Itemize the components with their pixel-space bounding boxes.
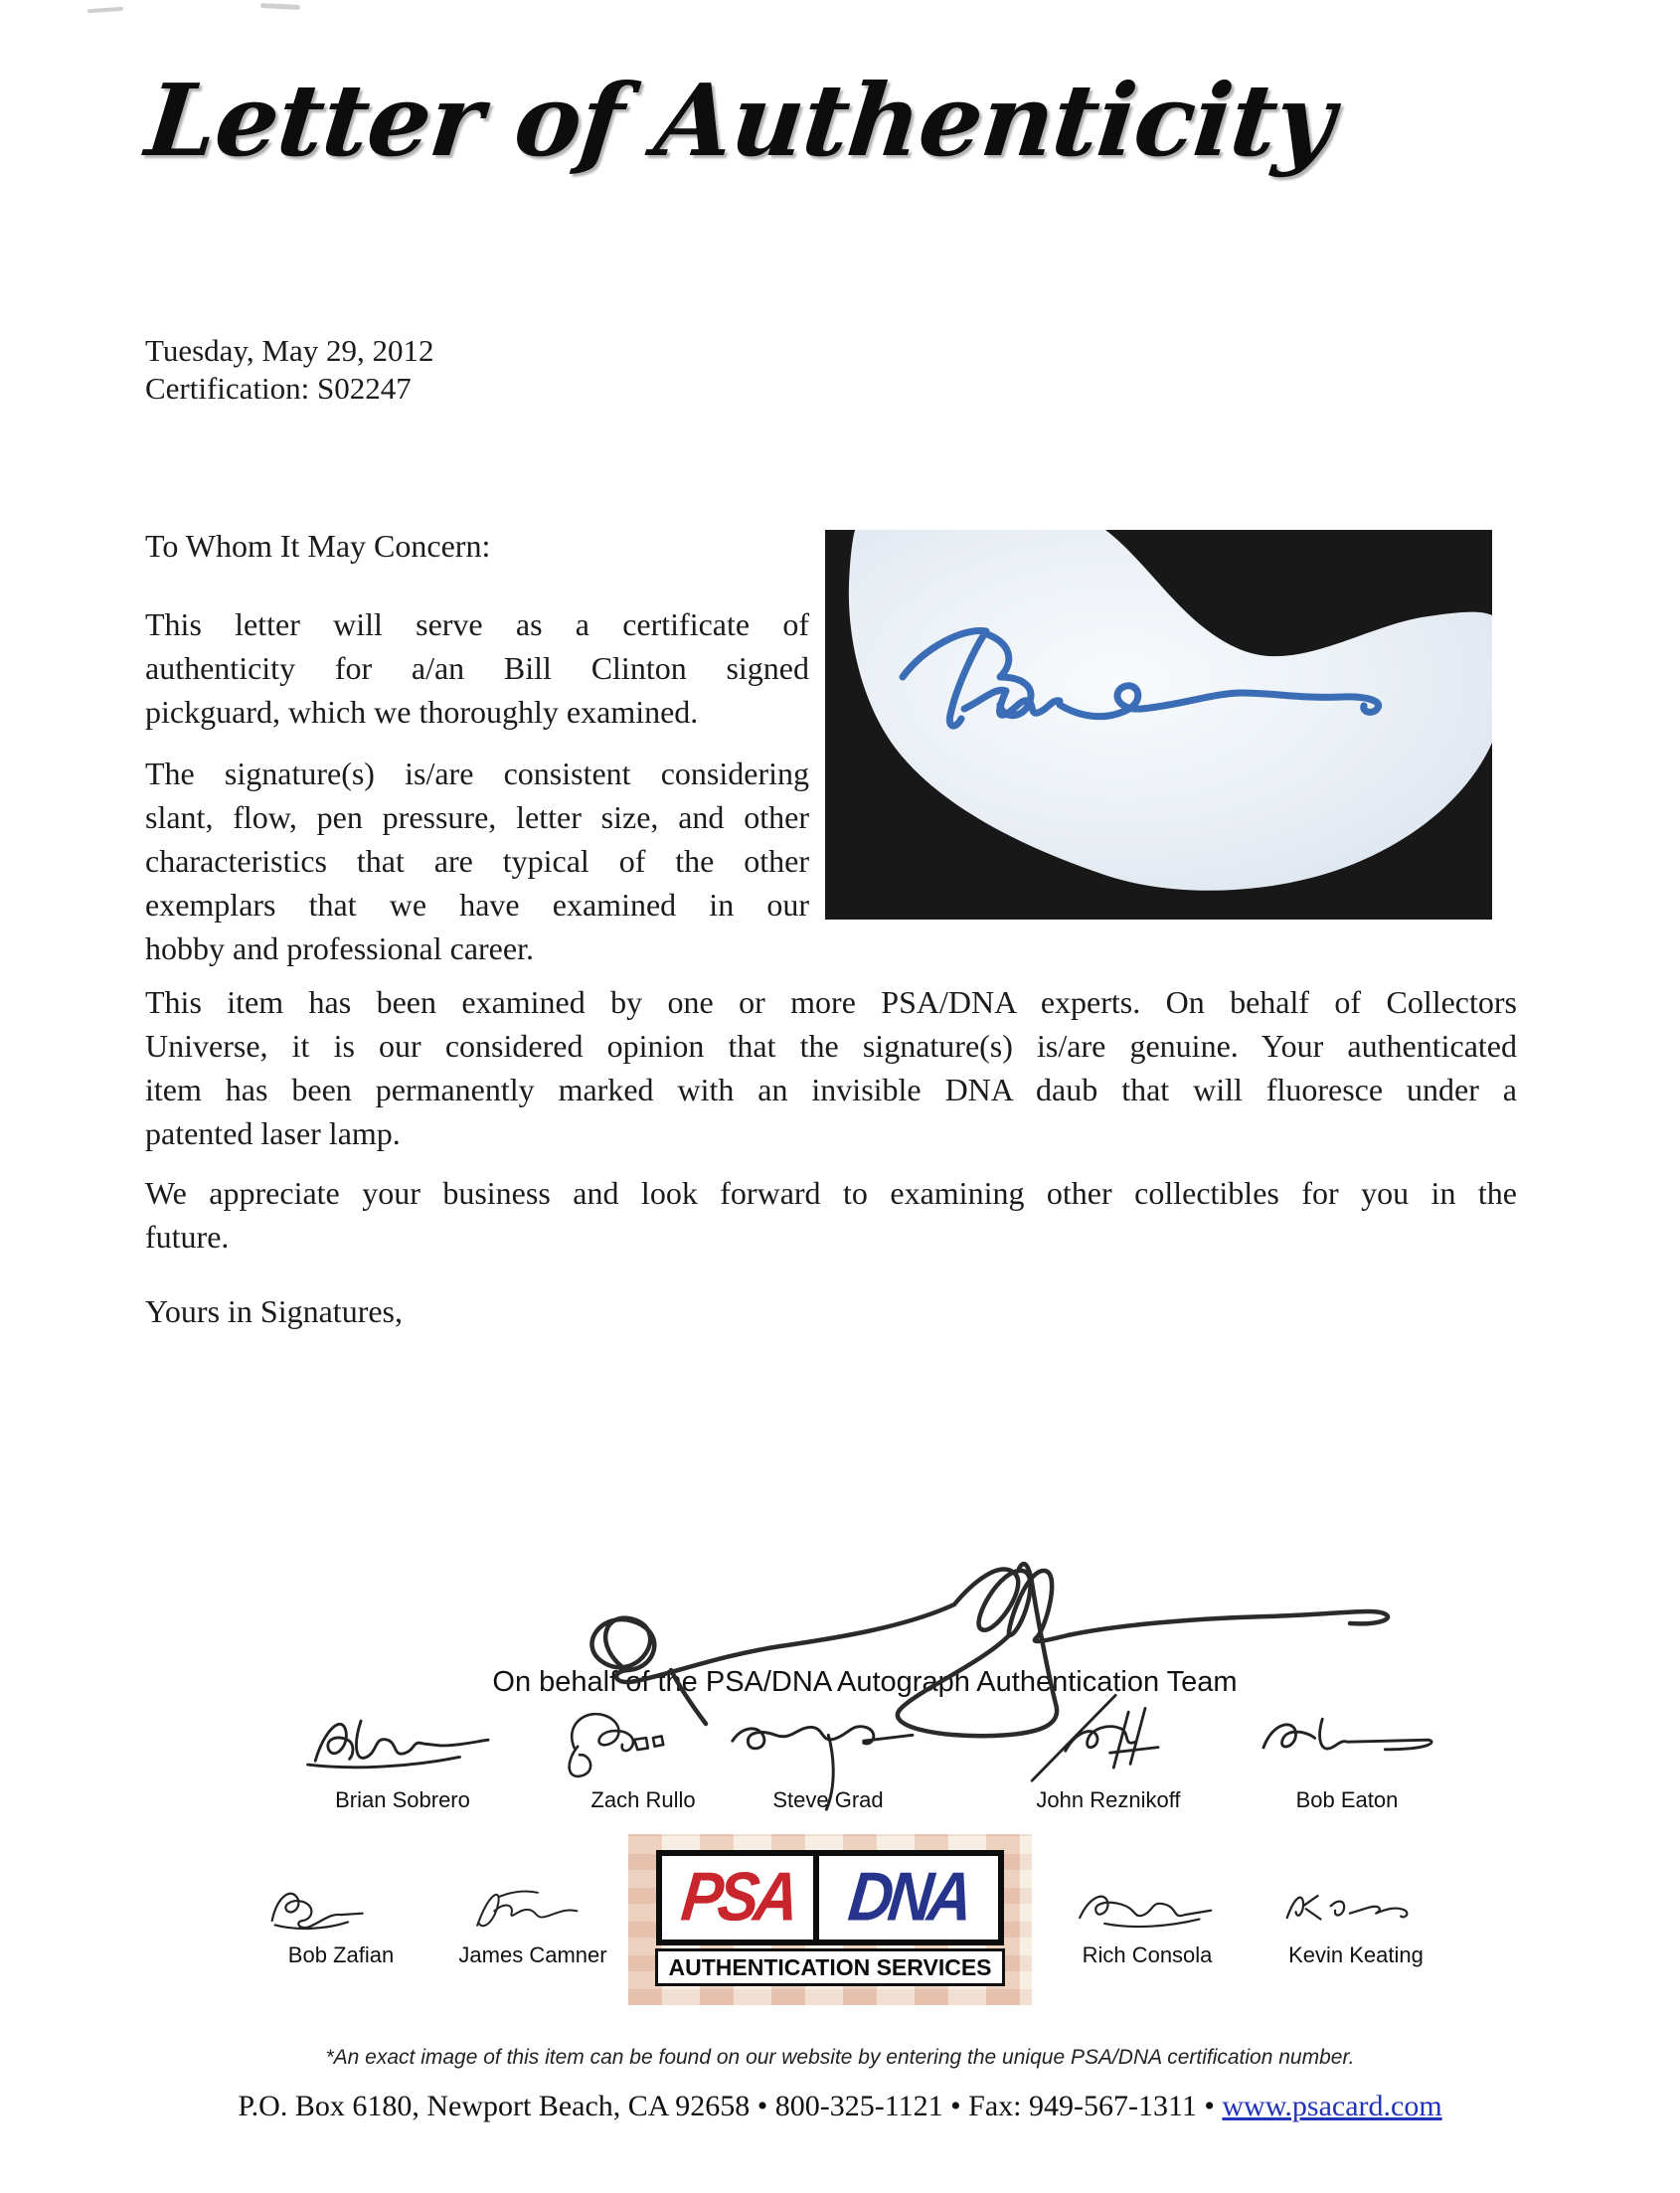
date-line: Tuesday, May 29, 2012 <box>145 333 434 368</box>
signer-name: Zach Rullo <box>590 1787 696 1812</box>
scan-speck <box>87 7 123 14</box>
body-paragraph-3 <box>145 980 1517 1155</box>
signer-brian-sobrero <box>288 1702 517 1813</box>
bob-zafian-signature <box>260 1877 420 1942</box>
body-paragraph-1 <box>145 602 809 734</box>
paragraph-line: characteristics that are typical of the other <box>145 843 809 879</box>
on-behalf-line: On behalf of the PSA/DNA Autograph Authentication Team <box>492 1666 1238 1698</box>
page-title: Letter of Authenticity <box>140 62 1340 179</box>
website-link[interactable]: www.psacard.com <box>1222 2090 1442 2122</box>
body-paragraph-4 <box>145 1171 1517 1259</box>
paragraph-line: This item has been examined by one or more PSA/DNA experts. On behalf of Collectors <box>145 984 1517 1020</box>
signer-rich-consola <box>1033 1877 1261 1968</box>
salutation: To Whom It May Concern: <box>145 528 491 564</box>
closing-line: Yours in Signatures, <box>145 1293 403 1329</box>
paragraph-line: This letter will serve as a certificate of <box>145 606 809 642</box>
psa-dna-logo-boxes <box>656 1850 1004 1945</box>
address-line <box>0 2090 1680 2123</box>
authentication-services-label: AUTHENTICATION SERVICES <box>655 1948 1005 1986</box>
scan-speck <box>260 3 300 10</box>
address-text: P.O. Box 6180, Newport Beach, CA 92658 • 800-325-1121 • Fax: 949-567-1311 • <box>238 2090 1223 2122</box>
paragraph-line: Universe, it is our considered opinion that the signature(s) is/are genuine. Your authenticated <box>145 1028 1517 1064</box>
signer-name: Bob Eaton <box>1295 1787 1399 1812</box>
dna-logo-text: DNA <box>845 1858 972 1937</box>
psa-logo-text: PSA <box>677 1858 798 1937</box>
signer-name: Bob Zafian <box>287 1942 395 1967</box>
authenticator-master-signature <box>517 1543 1402 1754</box>
paragraph-line: item has been permanently marked with an invisible DNA daub that will fluoresce under a <box>145 1072 1517 1107</box>
certification-number-line: Certification: S02247 <box>145 371 412 406</box>
paragraph-line: hobby and professional career. <box>145 930 534 966</box>
psa-logo-box <box>656 1850 816 1945</box>
letter-meta <box>145 332 434 408</box>
signer-name: Kevin Keating <box>1288 1942 1424 1967</box>
signer-james-camner <box>419 1877 647 1968</box>
rich-consola-signature <box>1067 1877 1227 1942</box>
paragraph-line: The signature(s) is/are consistent considering <box>145 756 809 791</box>
paragraph-line: patented laser lamp. <box>145 1115 401 1151</box>
signer-name: Steve Grad <box>772 1787 884 1812</box>
signer-name: James Camner <box>458 1942 607 1967</box>
certification-footnote: *An exact image of this item can be found on our website by entering the unique PSA/DNA certification number. <box>325 2046 1355 2069</box>
james-camner-signature <box>460 1877 604 1942</box>
kevin-keating-signature <box>1275 1877 1435 1942</box>
signer-name: Rich Consola <box>1082 1942 1213 1967</box>
signer-name: John Reznikoff <box>1036 1787 1181 1812</box>
paragraph-line: future. <box>145 1219 230 1255</box>
item-photo <box>825 530 1492 920</box>
psa-dna-logo <box>628 1834 1032 2005</box>
signer-kevin-keating <box>1242 1877 1470 1968</box>
brian-sobrero-signature <box>298 1702 507 1787</box>
paragraph-line: authenticity for a/an Bill Clinton signed <box>145 650 809 686</box>
paragraph-line: slant, flow, pen pressure, letter size, and other <box>145 799 809 835</box>
paragraph-line: pickguard, which we thoroughly examined. <box>145 694 699 730</box>
paragraph-line: exemplars that we have examined in our <box>145 887 809 923</box>
dna-logo-box <box>816 1850 1004 1945</box>
pickguard-photo <box>825 530 1492 920</box>
signer-name: Brian Sobrero <box>335 1787 470 1812</box>
paragraph-line: We appreciate your business and look forward to examining other collectibles for you in the <box>145 1175 1517 1211</box>
body-paragraph-2 <box>145 752 809 970</box>
